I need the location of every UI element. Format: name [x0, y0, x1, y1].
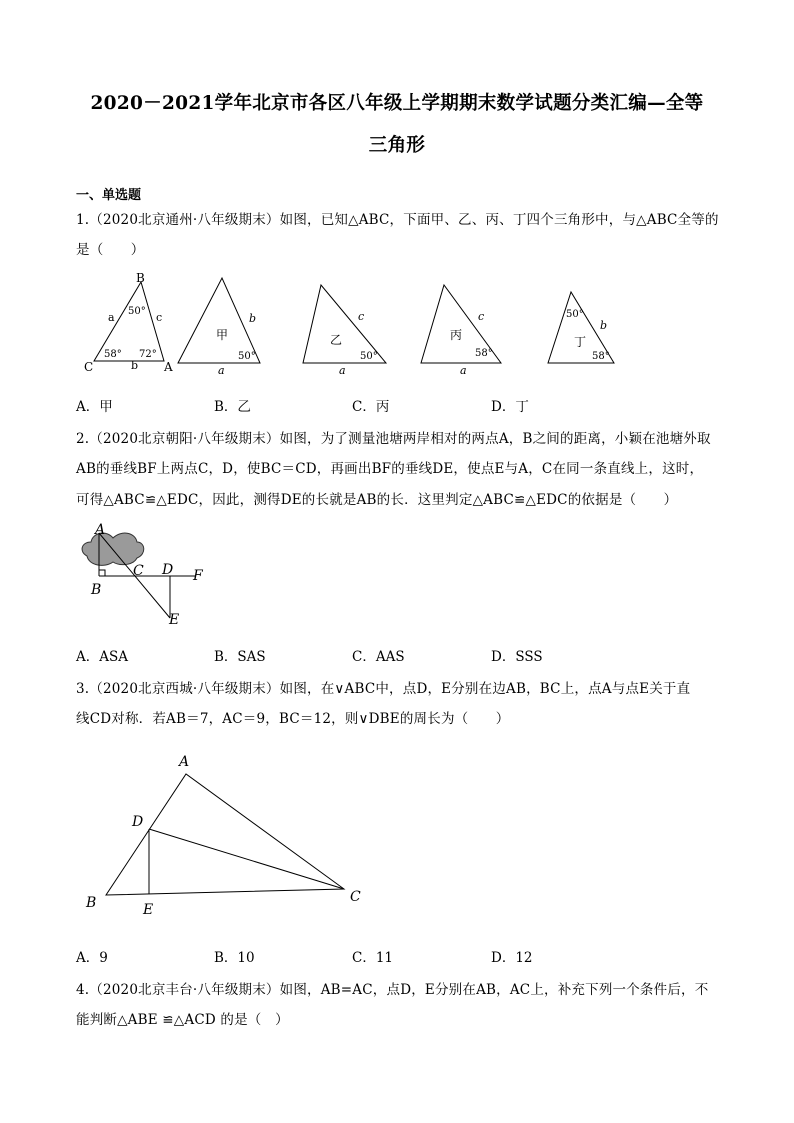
q1-ding-side-b: b [600, 319, 608, 332]
q3-label-B: B [86, 895, 97, 911]
q1-ding-label: 丁 [574, 335, 587, 349]
q3-option-a[interactable]: A．9 [76, 950, 108, 966]
q3-option-c[interactable]: C．11 [352, 950, 394, 966]
q1-label-c: c [156, 311, 163, 324]
q2-text-line1: 2.（2020北京朝阳·八年级期末）如图，为了测量池塘两岸相对的两点A，B之间的距离，小颖在池塘外取 [76, 431, 711, 447]
q1-jia-angle: 50° [238, 351, 256, 362]
q3-text-line1: 3.（2020北京西城·八年级期末）如图，在∨ABC中，点D，E分别在边AB，BC上，点A与点E关于直 [76, 681, 691, 697]
section-heading: 一、单选题 [76, 188, 142, 203]
q1-option-a[interactable]: A．甲 [76, 399, 113, 415]
q1-figure [0, 268, 794, 378]
q1-yi-angle: 50° [360, 351, 378, 362]
q4-text-line1: 4.（2020北京丰台·八年级期末）如图，AB=AC，点D，E分别在AB，AC上，补充下列一个条件后，不 [76, 982, 709, 998]
q3-text-line2: 线CD对称．若AB＝7，AC＝9，BC＝12，则∨DBE的周长为（ ） [76, 711, 510, 727]
q2-label-F: F [193, 568, 203, 584]
q1-text-line2: 是（ ） [76, 242, 145, 258]
q2-label-E: E [169, 612, 180, 628]
q3-label-E: E [143, 902, 154, 918]
q1-label-B: B [136, 271, 145, 285]
q3-label-A: A [179, 754, 190, 770]
q1-text-line1: 1.（2020北京通州·八年级期末）如图，已知△ABC，下面甲、乙、丙、丁四个三角形中，与△ABC全等的 [76, 212, 719, 228]
q1-yi-side-a: a [339, 364, 346, 377]
q2-label-D: D [162, 562, 174, 578]
q2-label-C: C [133, 563, 144, 579]
q3-option-b[interactable]: B．10 [214, 950, 255, 966]
q3-line-dc [149, 829, 344, 889]
q2-option-b[interactable]: B．SAS [214, 649, 266, 665]
q1-angle-A: 72° [139, 349, 157, 360]
q3-triangle-abc [106, 774, 344, 895]
q1-jia-side-b: b [249, 312, 257, 325]
q4-text-line2: 能判断△ABE ≌△ACD 的是（ ） [76, 1012, 289, 1028]
q2-figure [75, 518, 275, 633]
q2-label-B: B [91, 582, 102, 598]
doc-title-line2: 三角形 [368, 135, 426, 156]
q1-yi-side-c: c [358, 310, 365, 323]
q3-label-D: D [132, 814, 144, 830]
q1-label-A: A [164, 360, 173, 374]
q1-ding-angle2: 58° [592, 351, 610, 362]
q2-text-line2: AB的垂线BF上两点C，D，使BC＝CD，再画出BF的垂线DE，使点E与A，C在同一条直线上，这时， [76, 461, 704, 477]
q1-bing-side-a: a [460, 364, 467, 377]
q1-angle-C: 58° [104, 349, 122, 360]
q1-angle-B: 50° [128, 306, 146, 317]
q1-jia-side-a: a [218, 364, 225, 377]
q1-bing-side-c: c [478, 310, 485, 323]
q2-right-angle-b [99, 570, 105, 576]
q3-label-C: C [350, 889, 361, 905]
q2-option-a[interactable]: A．ASA [76, 649, 128, 665]
q1-label-C: C [84, 360, 94, 374]
q2-option-d[interactable]: D．SSS [491, 649, 543, 665]
q1-label-a: a [108, 311, 115, 324]
q1-option-d[interactable]: D．丁 [491, 399, 529, 415]
q1-label-b: b [131, 359, 139, 372]
q3-option-d[interactable]: D．12 [491, 950, 533, 966]
q1-jia-label: 甲 [216, 328, 229, 342]
q2-option-c[interactable]: C．AAS [352, 649, 405, 665]
q1-option-b[interactable]: B．乙 [214, 399, 251, 415]
q1-option-c[interactable]: C．丙 [352, 399, 390, 415]
q1-bing-label: 丙 [450, 328, 463, 342]
q1-yi-label: 乙 [330, 333, 343, 347]
q3-figure [80, 750, 380, 920]
q2-text-line3: 可得△ABC≌△EDC，因此，测得DE的长就是AB的长．这里判定△ABC≌△EDC的依据是（ ） [76, 492, 678, 508]
q1-bing-angle: 58° [475, 348, 493, 359]
q2-label-A: A [95, 522, 106, 538]
doc-title-line1: 2020－2021学年北京市各区八年级上学期期末数学试题分类汇编—全等 [90, 93, 704, 114]
q1-ding-angle1: 50° [566, 309, 584, 320]
